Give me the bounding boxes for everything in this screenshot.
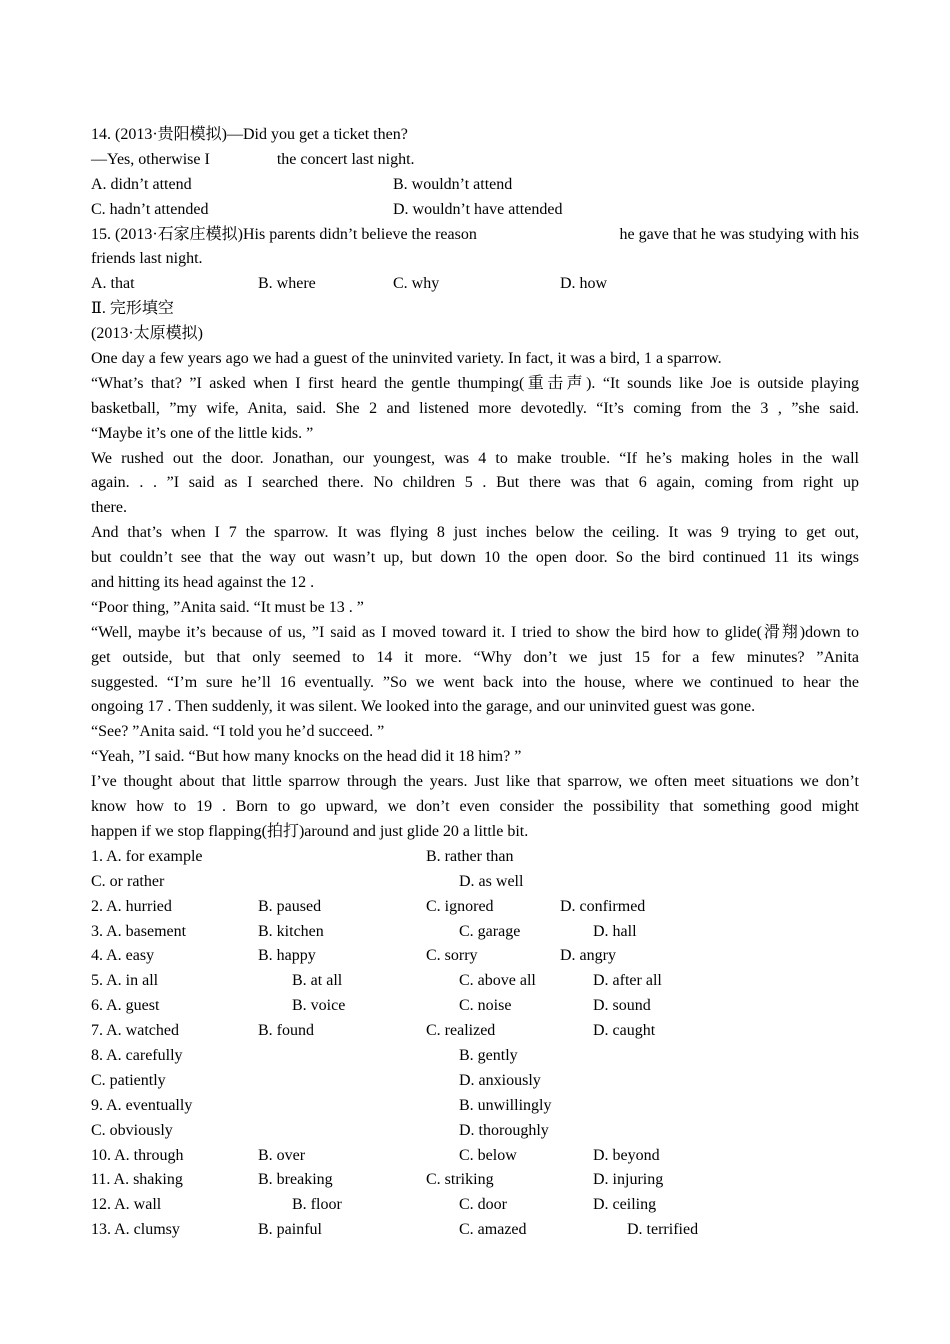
q14-options-row-1 xyxy=(91,173,859,198)
answer-option: D. sound xyxy=(593,997,651,1015)
q14-line2-end: the concert last night. xyxy=(276,150,415,168)
answer-option: C. door xyxy=(459,1196,507,1214)
answer-row xyxy=(91,1069,859,1094)
answer-option: B. at all xyxy=(292,972,343,990)
answer-row xyxy=(91,1094,859,1119)
answer-option: D. after all xyxy=(593,972,662,990)
answer-row xyxy=(91,994,859,1019)
passage-line: basketball, ”my wife, Anita, said. She 2 and listened more devotedly. “It’s coming from the 3 , ”she said. xyxy=(91,399,859,417)
q15-option-a: A. that xyxy=(91,275,135,293)
answer-option: B. painful xyxy=(258,1221,322,1239)
answer-option: 5. A. in all xyxy=(91,972,159,990)
answer-row xyxy=(91,895,859,920)
answer-row xyxy=(91,1119,859,1144)
section-source: (2013·太原模拟) xyxy=(91,325,203,343)
answer-option: C. realized xyxy=(426,1022,496,1040)
answer-option: C. noise xyxy=(459,997,512,1015)
answer-option: 6. A. guest xyxy=(91,997,160,1015)
passage-line: ongoing 17 . Then suddenly, it was silent. We looked into the garage, and our uninvited guest was gone. xyxy=(91,698,756,716)
answer-option: B. gently xyxy=(459,1046,518,1064)
answer-option: B. over xyxy=(258,1146,306,1164)
passage-line: again. . . ”I said as I searched there. No children 5 . But there was that 6 again, coming from right up xyxy=(91,474,859,492)
answer-option: 2. A. hurried xyxy=(91,897,172,915)
answer-option: B. unwillingly xyxy=(459,1096,552,1114)
q14-option-c: C. hadn’t attended xyxy=(91,200,209,218)
answer-option: 1. A. for example xyxy=(91,847,203,865)
passage-line: get outside, but that only seemed to 14 it more. “Why don’t we just 15 for a few minutes? ”Anita xyxy=(91,648,859,666)
answer-option: C. above all xyxy=(459,972,536,990)
answer-option: B. found xyxy=(258,1022,314,1040)
answer-option: B. kitchen xyxy=(258,922,324,940)
answer-option: D. hall xyxy=(593,922,637,940)
passage-line: there. xyxy=(91,499,127,517)
passage-line: “Poor thing, ”Anita said. “It must be 13 . ” xyxy=(91,598,364,616)
q15-options-row xyxy=(91,272,859,297)
passage-line: know how to 19 . Born to go upward, we don’t even consider the possibility that something good might xyxy=(91,798,859,816)
answer-option: C. sorry xyxy=(426,947,478,965)
answer-row xyxy=(91,1193,859,1218)
answer-option: B. floor xyxy=(292,1196,342,1214)
answer-row xyxy=(91,1168,859,1193)
passage-line: suggested. “I’m sure he’ll 16 eventually. ”So we went back into the house, where we continued to hear the xyxy=(91,673,859,691)
q14-stem: 14. (2013·贵阳模拟)—Did you get a ticket then? xyxy=(91,126,408,143)
passage-line: We rushed out the door. Jonathan, our youngest, was 4 to make trouble. “If he’s making holes in the wall xyxy=(91,449,859,467)
answer-option: D. thoroughly xyxy=(459,1121,549,1139)
answer-option: 4. A. easy xyxy=(91,947,155,965)
q14-line2-start: —Yes, otherwise I xyxy=(91,150,210,168)
answer-option: 7. A. watched xyxy=(91,1022,179,1040)
answer-option: 13. A. clumsy xyxy=(91,1221,180,1239)
answer-option: D. anxiously xyxy=(459,1071,541,1089)
q15-option-d: D. how xyxy=(560,275,608,293)
answer-option: C. obviously xyxy=(91,1121,173,1139)
passage-line: and hitting its head against the 12 . xyxy=(91,574,315,592)
answer-row xyxy=(91,944,859,969)
answer-option: B. happy xyxy=(258,947,316,965)
answer-option: 12. A. wall xyxy=(91,1196,162,1214)
answer-row xyxy=(91,969,859,994)
answer-row xyxy=(91,845,859,870)
passage-line: “See? ”Anita said. “I told you he’d succeed. ” xyxy=(91,723,385,741)
answer-option: C. or rather xyxy=(91,872,165,890)
q14-option-b: B. wouldn’t attend xyxy=(393,175,513,193)
document-page xyxy=(91,123,859,1243)
answer-option: D. injuring xyxy=(593,1171,664,1189)
answer-row xyxy=(91,1144,859,1169)
answer-option: C. patiently xyxy=(91,1071,166,1089)
answer-option: C. ignored xyxy=(426,897,494,915)
answer-option: 8. A. carefully xyxy=(91,1046,183,1064)
q14-option-a: A. didn’t attend xyxy=(91,175,192,193)
passage-line: but couldn’t see that the way out wasn’t up, but down 10 the open door. So the bird continued 11 its wings xyxy=(91,549,859,567)
passage-line: “Well, maybe it’s because of us, ”I said as I moved toward it. I tried to show the bird how to glide(滑翔)down to xyxy=(91,623,859,641)
answer-row xyxy=(91,1218,859,1243)
passage-line: One day a few years ago we had a guest of the uninvited variety. In fact, it was a bird, 1 a sparrow. xyxy=(91,350,722,368)
passage-line: “Yeah, ”I said. “But how many knocks on the head did it 18 him? ” xyxy=(91,748,522,766)
answer-row xyxy=(91,870,859,895)
passage-line: happen if we stop flapping(拍打)around and just glide 20 a little bit. xyxy=(91,822,529,840)
answer-option: D. angry xyxy=(560,947,616,965)
answer-option: B. voice xyxy=(292,997,346,1015)
answer-option: D. confirmed xyxy=(560,897,646,915)
q15-option-b: B. where xyxy=(258,275,316,293)
answer-row xyxy=(91,1019,859,1044)
q15-option-c: C. why xyxy=(393,275,440,293)
passage-line: I’ve thought about that little sparrow through the years. Just like that sparrow, we often meet situations we don’t xyxy=(91,773,859,791)
passage-line: And that’s when I 7 the sparrow. It was flying 8 just inches below the ceiling. It was 9 trying to get out, xyxy=(91,524,859,542)
answer-option: 9. A. eventually xyxy=(91,1096,193,1114)
answer-option: B. breaking xyxy=(258,1171,333,1189)
answer-option: D. beyond xyxy=(593,1146,660,1164)
q15-stem-line2: friends last night. xyxy=(91,250,203,268)
answer-option: D. caught xyxy=(593,1022,656,1040)
answer-option: D. as well xyxy=(459,872,524,890)
q15-stem-line1 xyxy=(91,223,859,248)
q14-options-row-2 xyxy=(91,198,859,223)
answer-option: 11. A. shaking xyxy=(91,1171,183,1189)
answer-option: C. striking xyxy=(426,1171,494,1189)
answer-option: D. ceiling xyxy=(593,1196,657,1214)
answer-option: B. rather than xyxy=(426,847,514,865)
answer-option: 10. A. through xyxy=(91,1146,184,1164)
q15-stem-end: he gave that he was studying with his xyxy=(619,225,859,243)
answer-row xyxy=(91,920,859,945)
answer-option: 3. A. basement xyxy=(91,922,187,940)
answer-option: C. garage xyxy=(459,922,521,940)
answer-option: C. amazed xyxy=(459,1221,527,1239)
answer-row xyxy=(91,1044,859,1069)
section-heading: Ⅱ. 完形填空 xyxy=(91,300,174,318)
answer-option: B. paused xyxy=(258,897,322,915)
q15-stem-start: 15. (2013·石家庄模拟)His parents didn’t believe the reason xyxy=(91,225,477,243)
q14-line2 xyxy=(91,148,859,173)
passage-line: “Maybe it’s one of the little kids. ” xyxy=(91,424,314,442)
answer-option: C. below xyxy=(459,1146,517,1164)
q14-option-d: D. wouldn’t have attended xyxy=(393,200,563,218)
passage-line: “What’s that? ”I asked when I first heard the gentle thumping(重击声). “It sounds like Joe is outside playing xyxy=(91,374,859,392)
answer-option: D. terrified xyxy=(627,1221,699,1239)
